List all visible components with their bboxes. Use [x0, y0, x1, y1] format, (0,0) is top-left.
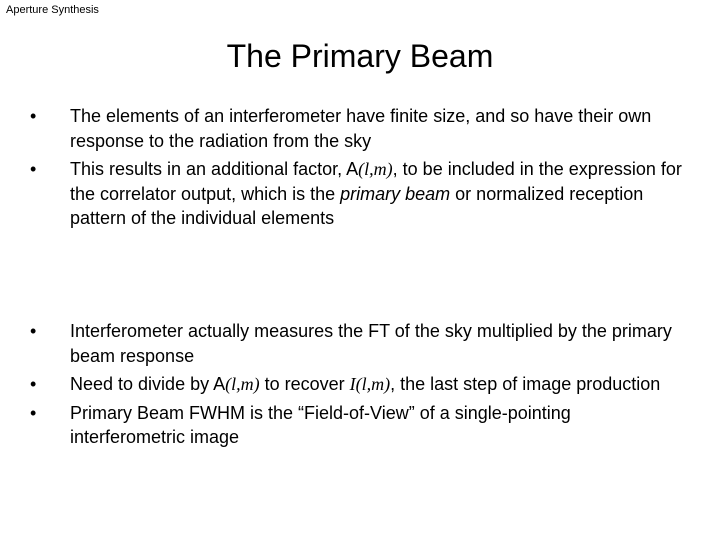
bullet-icon: •	[30, 374, 37, 394]
text-run: to recover	[259, 374, 350, 394]
text-run: or normalized reception pattern of the individual elements	[70, 183, 644, 228]
bullet-item	[30, 104, 690, 153]
bullet-text	[70, 374, 660, 394]
bullet-list-top	[30, 104, 690, 235]
bullet-text: The elements of an interferometer have finite size, and so have their own response to the radiation from the sky	[70, 106, 652, 151]
bullet-item	[30, 157, 690, 231]
bullet-icon: •	[30, 321, 37, 341]
bullet-icon: •	[30, 402, 37, 423]
math-expression: I(l,m)	[349, 374, 391, 394]
text-run: Need to divide by A	[70, 374, 226, 394]
bullet-item	[30, 401, 690, 450]
slide-title: The Primary Beam	[226, 38, 494, 74]
text-run: , to be included in the expression for the correlator output, which is the	[70, 159, 682, 204]
bullet-text: Primary Beam FWHM is the “Field-of-View” of a single-pointing interferometric image	[70, 402, 571, 447]
bullet-text: Interferometer actually measures the FT of the sky multiplied by the primary beam response	[70, 321, 672, 366]
emphasis-text: primary beam	[340, 183, 451, 204]
math-expression: (l,m)	[358, 159, 393, 179]
bullet-item	[30, 372, 690, 397]
text-run: , the last step of image production	[390, 374, 661, 394]
bullet-item	[30, 319, 690, 368]
math-expression: (l,m)	[225, 374, 260, 394]
text-run: This results in an additional factor, A	[70, 159, 359, 179]
bullet-list-bottom	[30, 319, 690, 454]
bullet-icon: •	[30, 159, 37, 179]
bullet-text	[70, 159, 682, 228]
bullet-icon: •	[30, 106, 37, 126]
header-label: Aperture Synthesis	[6, 4, 99, 16]
